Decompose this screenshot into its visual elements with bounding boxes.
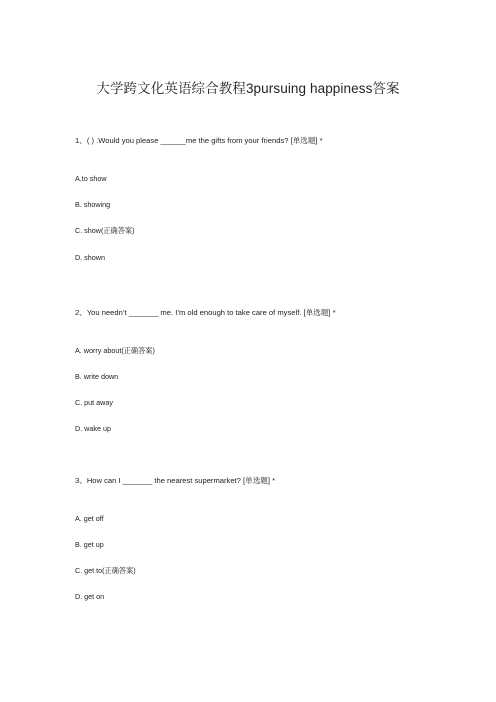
question-1-text: 1、( ) .Would you please ______me the gifts from your friends? [单选题] * [75,136,323,145]
question-1-option-c: C. show(正确答案) [75,226,135,235]
question-1-option-d: D. shown [75,253,105,262]
question-3-option-d: D. get on [75,592,105,601]
question-1-option-a: A.to show [75,174,107,183]
question-2-option-c: C. put away [75,398,113,407]
question-2-text: 2、You needn’t _______ me. I’m old enough to take care of myself. [单选题] * [75,308,336,317]
question-3-option-b: B. get up [75,540,104,549]
question-3-option-a: A. get off [75,514,104,523]
question-3-text: 3、How can I _______ the nearest supermarket? [单选题] * [75,476,276,485]
question-2-option-a: A. worry about(正确答案) [75,346,155,355]
question-3-option-c: C. get to(正确答案) [75,566,136,575]
question-2-option-b: B. write down [75,372,119,381]
document-title: 大学跨文化英语综合教程3pursuing happiness答案 [96,81,400,96]
question-1-option-b: B. showing [75,200,111,209]
question-2-option-d: D. wake up [75,424,111,433]
